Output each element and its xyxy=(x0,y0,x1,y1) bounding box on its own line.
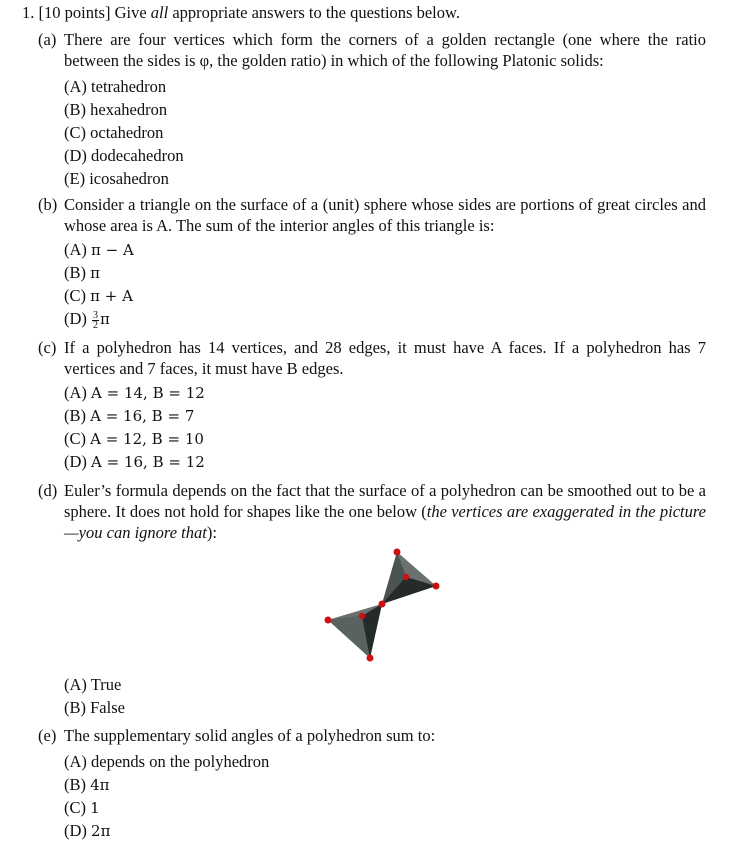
part-e xyxy=(38,725,706,746)
part-b-options xyxy=(64,238,134,330)
question-intro-pre: Give xyxy=(114,3,147,22)
question-number: 1. xyxy=(22,3,35,22)
option: (B) hexahedron xyxy=(64,100,168,119)
part-a xyxy=(38,29,706,71)
part-c-text: If a polyhedron has 14 vertices, and 28 edges, it must have A faces. If a polyhedron has 7 vertices and 7 faces, it must have B edges. xyxy=(64,338,706,378)
option: (C) 1 xyxy=(64,798,100,817)
part-a-label: (a) xyxy=(38,30,57,49)
question-intro-emphasis: all xyxy=(150,3,169,22)
vertex-dot xyxy=(403,574,409,580)
part-e-text: The supplementary solid angles of a polyhedron sum to: xyxy=(64,726,436,745)
option: (D) dodecahedron xyxy=(64,146,184,165)
part-c-label: (c) xyxy=(38,338,57,357)
fraction: $\frac{3}{2}$ xyxy=(93,309,99,331)
part-d-text: Euler’s formula depends on the fact that the surface of a polyhedron can be smoothed out to be a sphere. It does not hold for shapes like the one below (the vertices are exaggerated in the picture—you can ignore that): xyxy=(64,481,706,542)
option: (D) A = 16, B = 12 xyxy=(64,452,205,471)
option: (E) icosahedron xyxy=(64,169,169,188)
part-c xyxy=(38,337,706,379)
option: (A) π − A xyxy=(64,240,134,259)
option: (B) 4π xyxy=(64,775,110,794)
part-e-options xyxy=(64,750,269,842)
option: (A) tetrahedron xyxy=(64,77,167,96)
option: (A) A = 14, B = 12 xyxy=(64,383,205,402)
option: (D) 2π xyxy=(64,821,111,840)
option: (C) A = 12, B = 10 xyxy=(64,429,204,448)
part-d-label: (d) xyxy=(38,481,58,500)
part-c-options xyxy=(64,381,205,473)
vertex-dot xyxy=(433,583,440,590)
vertex-dot xyxy=(325,617,332,624)
option: (B) False xyxy=(64,698,125,717)
question-intro-post: appropriate answers to the questions below. xyxy=(172,3,460,22)
option: (D) $\frac{3}{2}$ π xyxy=(64,309,110,331)
double-tetrahedron-figure xyxy=(320,546,446,664)
question-points: [10 points] xyxy=(38,3,111,22)
option: (C) π + A xyxy=(64,286,133,305)
question-header xyxy=(22,2,460,24)
vertex-dot-shared xyxy=(379,601,386,608)
vertex-dot xyxy=(359,613,365,619)
option: (A) True xyxy=(64,675,122,694)
part-a-options xyxy=(64,75,184,190)
part-d xyxy=(38,480,706,543)
option: (C) octahedron xyxy=(64,123,164,142)
option: (B) A = 16, B = 7 xyxy=(64,406,195,425)
vertex-dot xyxy=(394,549,401,556)
part-d-options xyxy=(64,673,125,719)
part-e-label: (e) xyxy=(38,726,57,745)
vertex-dot xyxy=(367,655,374,662)
part-b xyxy=(38,194,706,236)
part-b-text: Consider a triangle on the surface of a (unit) sphere whose sides are portions of great circles and whose area is A. The sum of the interior angles of this triangle is: xyxy=(64,195,706,235)
option: (A) depends on the polyhedron xyxy=(64,752,270,771)
option: (B) π xyxy=(64,263,100,282)
part-a-text: There are four vertices which form the corners of a golden rectangle (one where the ratio between the sides is φ, the golden ratio) in which of the following Platonic solids: xyxy=(64,30,706,70)
part-b-label: (b) xyxy=(38,195,58,214)
